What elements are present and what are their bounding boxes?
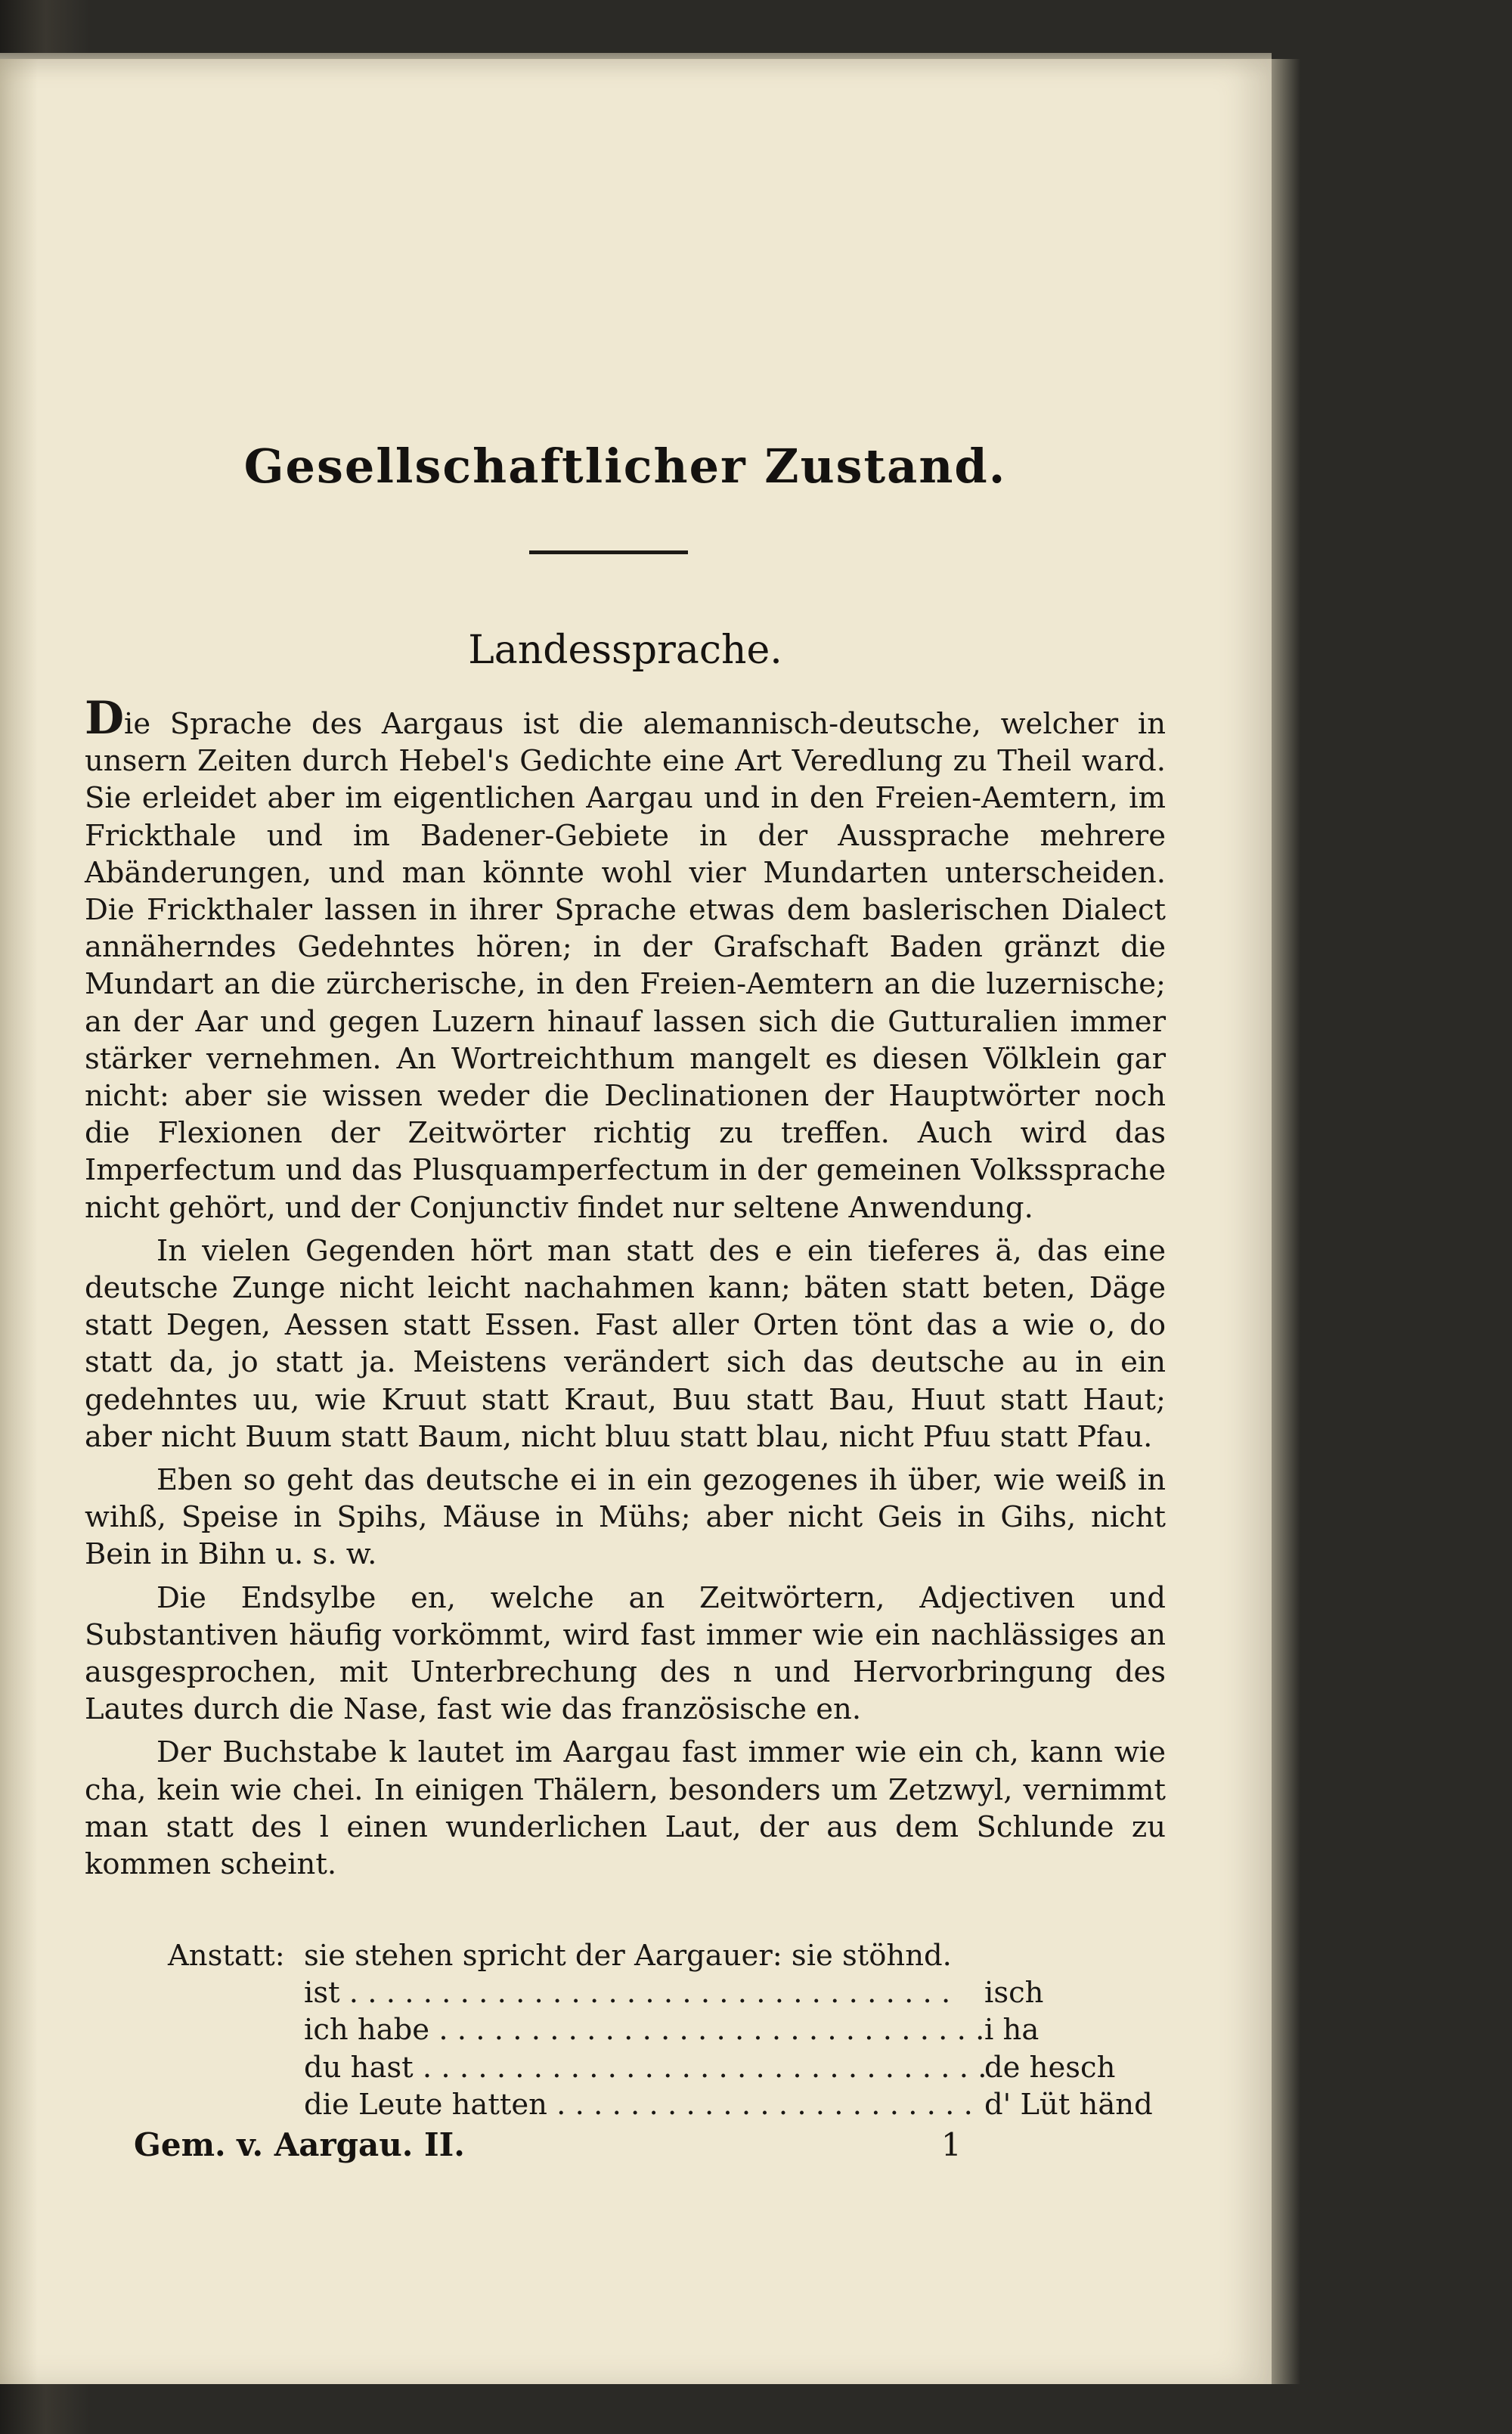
example-dialect: d' Lüt händ <box>984 2087 1153 2122</box>
example-dialect: de hesch <box>984 2050 1116 2085</box>
example-header <box>85 1937 1166 1974</box>
example-row <box>85 2049 1166 2086</box>
page-number: 1 <box>941 2126 962 2163</box>
page-edge-shadow <box>1272 59 1300 2384</box>
example-row <box>85 1974 1166 2011</box>
page-gutter-shading <box>0 59 38 2384</box>
section-heading: Landessprache. <box>468 628 782 673</box>
paragraph-text: ie Sprache des Aargaus ist die alemannisch-deutsche, welcher in unsern Zeiten durch Hebel's Gedichte eine Art Veredlung zu Theil ward. Sie erleidet aber im eigentlichen Aargau und in den Freien-Aemtern, im Frickthale und im Badener-Gebiete in der Aussprache mehrere Abänderungen, und man könnte wohl vier Mundarten unterscheiden. Die Frickthaler lassen in ihrer Sprache etwas dem baslerischen Dialect annäherndes Gedehntes hören; in der Grafschaft Baden gränzt die Mundart an die zürcherische, in den Freien-Aemtern an die luzernische; an der Aar und gegen Luzern hinauf lassen sich die Gutturalien immer stärker vernehmen. An Wortreichthum mangelt es diesen Völklein gar nicht: aber sie wissen weder die Declinationen der Hauptwörter noch die Flexionen der Zeitwörter richtig zu treffen. Auch wird das Imperfectum und das Plusquamperfectum in der gemeinen Volkssprache nicht gehört, und der Conjunctiv findet nur seltene Anwendung. <box>85 707 1166 1225</box>
paragraph: Eben so geht das deutsche ei in ein gezogenes ih über, wie weiß in wihß, Speise in Spihs, Mäuse in Mühs; aber nicht Geis in Gihs, nicht Bein in Bihn u. s. w. <box>85 1463 1166 1572</box>
example-dialect: isch <box>984 1976 1044 2011</box>
example-standard: du hast . . . <box>304 2049 984 2086</box>
paragraph: In vielen Gegenden hört man statt des e ein tieferes ä, das eine deutsche Zunge nicht leicht nachahmen kann; bäten statt beten, Däge statt Degen, Aessen statt Essen. Fast aller Orten tönt das a wie o, do statt da, jo statt ja. Meistens verändert sich das deutsche au in ein gedehntes uu, wie Kruut statt Kraut, Buu statt Bau, Huut statt Haut; aber nicht Buum statt Baum, nicht bluu statt blau, nicht Pfuu statt Pfau. <box>85 1233 1166 1454</box>
printer-signature: Gem. v. Aargau. II. <box>134 2126 465 2163</box>
page-title: Gesellschaftlicher Zustand. <box>243 439 1007 494</box>
example-standard: ich habe . . . <box>304 2011 984 2048</box>
example-dialect: i ha <box>984 2013 1040 2048</box>
paragraph <box>85 692 1166 1226</box>
example-row <box>85 2011 1166 2048</box>
paragraph: Der Buchstabe k lautet im Aargau fast immer wie ein ch, kann wie cha, kein wie chei. In einigen Thälern, besonders um Zetzwyl, vernimmt man statt des l einen wunderlichen Laut, der aus dem Schlunde zu kommen scheint. <box>85 1735 1166 1882</box>
pronunciation-examples <box>85 1937 1166 2123</box>
paragraph: Die Endsylbe en, welche an Zeitwörtern, Adjectiven und Substantiven häufig vorkömmt, wird fast immer wie ein nachlässiges an ausgesprochen, mit Unterbrechung des n und Hervorbringung des Lautes durch die Nase, fast wie das französische en. <box>85 1580 1166 1727</box>
example-header-text: sie stehen spricht der Aargauer: sie stöhnd. <box>304 1939 952 1973</box>
body-text <box>85 692 1166 1889</box>
drop-cap: D <box>85 692 125 745</box>
example-standard: die Leute hatten . . . <box>304 2086 984 2123</box>
example-standard: ist . . . <box>304 1974 984 2011</box>
example-header-label: Anstatt: <box>168 1939 285 1973</box>
title-divider <box>529 550 688 554</box>
example-row <box>85 2086 1166 2123</box>
